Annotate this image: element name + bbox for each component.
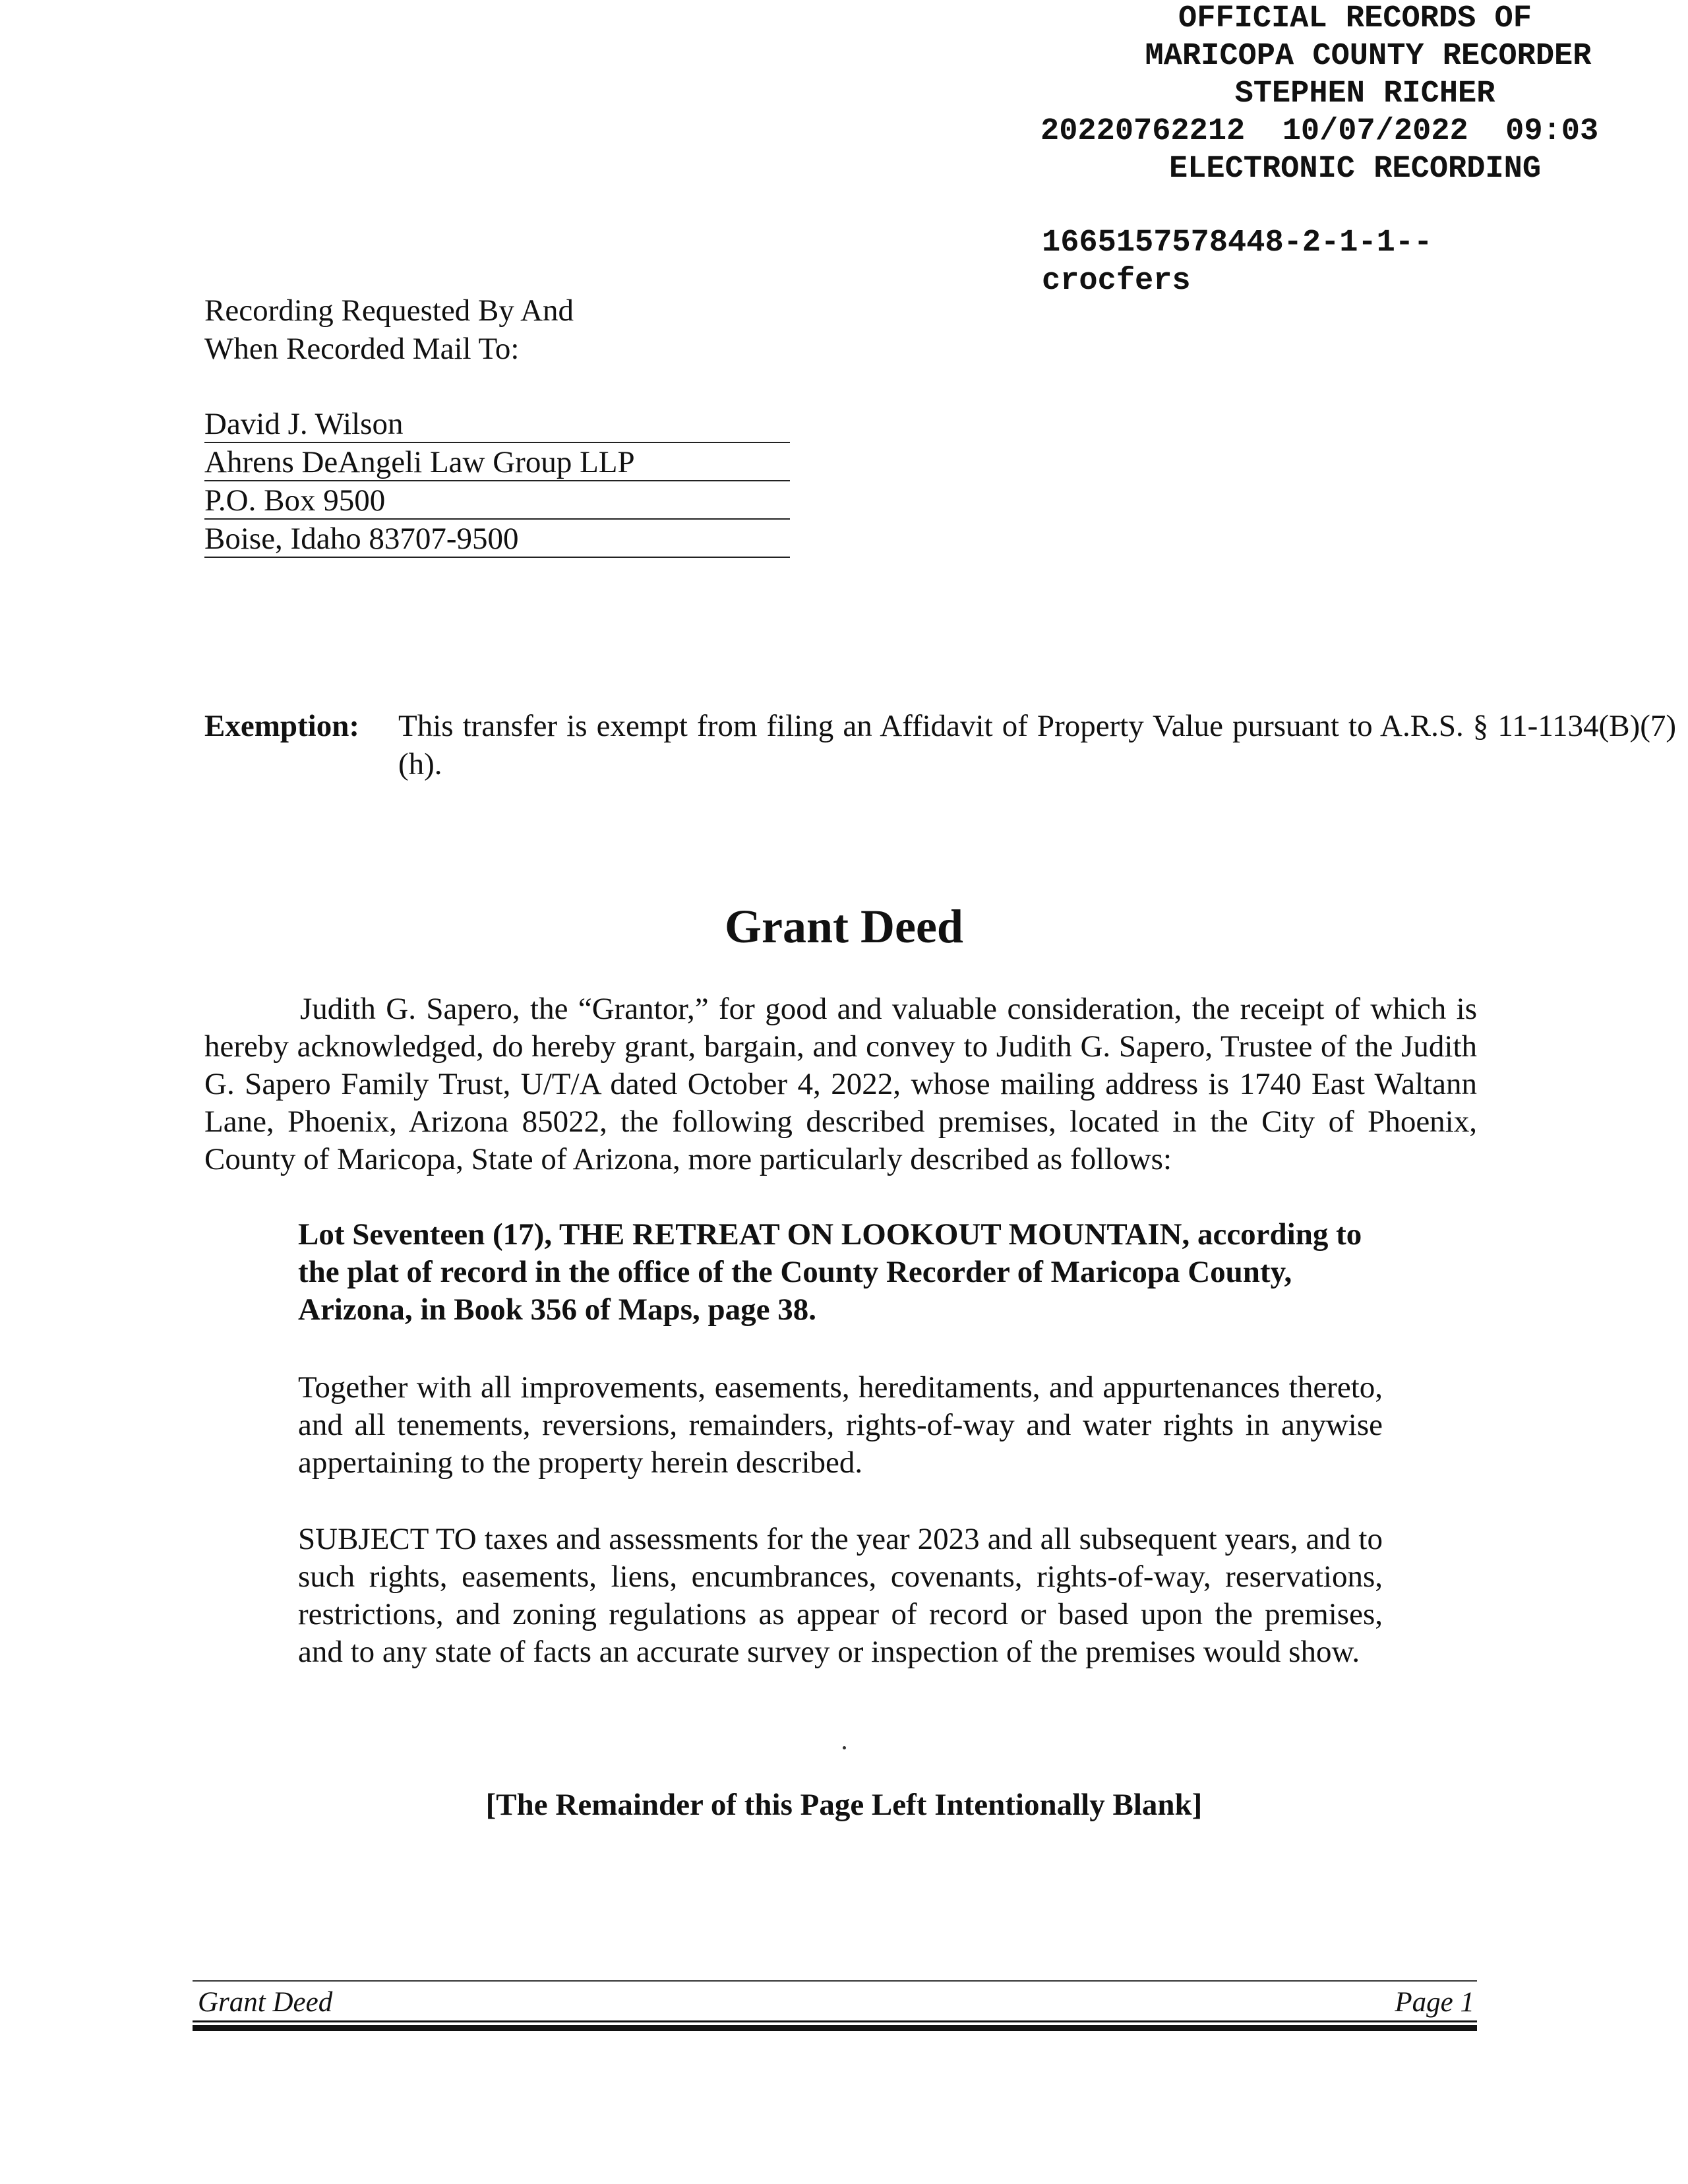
mail-to-po-box: P.O. Box 9500 bbox=[204, 481, 790, 520]
record-date: 10/07/2022 bbox=[1282, 114, 1468, 149]
footer-rule-top bbox=[193, 1980, 1477, 1982]
mail-to-name: David J. Wilson bbox=[204, 405, 790, 443]
legal-description: Lot Seventeen (17), THE RETREAT ON LOOKOUT MOUNTAIN, according to the plat of record in the office of the County Recorder of Maricopa County, Arizona, in Book 356 of Maps, page 38. bbox=[298, 1217, 1362, 1327]
mail-to-firm: Ahrens DeAngeli Law Group LLP bbox=[204, 443, 790, 481]
stamp-line-recorder-name: STEPHEN RICHER bbox=[1234, 76, 1495, 111]
footer-rule-thin bbox=[193, 2020, 1477, 2022]
mail-to-address bbox=[204, 405, 790, 558]
record-time: 09:03 bbox=[1505, 114, 1599, 149]
grant-paragraph: Judith G. Sapero, the “Grantor,” for good and valuable consideration, the receipt of which is hereby acknowledged, do hereby grant, bargain, and convey to Judith G. Sapero, Trustee of the Judith G. Sapero Family Trust, U/T/A dated October 4, 2022, whose mailing address is 1740 East Waltann Lane, Phoenix, Arizona 85022, the following described premises, located in the City of Phoenix, County of Maricopa, State of Arizona, more particularly described as follows: bbox=[204, 992, 1477, 1176]
recording-requested-line-1: Recording Requested By And bbox=[204, 293, 574, 328]
exemption-text: This transfer is exempt from filing an Affidavit of Property Value pursuant to A.R.S. § 11-1134(B)(7)(h). bbox=[398, 709, 1676, 781]
stamp-line-county-recorder: MARICOPA COUNTY RECORDER bbox=[1145, 39, 1592, 74]
mail-to-city-state-zip: Boise, Idaho 83707-9500 bbox=[204, 520, 790, 558]
stamp-document-id bbox=[1042, 224, 1432, 301]
recording-requested-line-2: When Recorded Mail To: bbox=[204, 332, 520, 366]
document-title: Grant Deed bbox=[725, 900, 963, 953]
subject-to-paragraph: SUBJECT TO taxes and assessments for the year 2023 and all subsequent years, and to such rights, easements, liens, encumbrances, covenants, rights-of-way, reservations, restrictions, and zoning regulations as appear of record or based upon the premises, and to any state of facts an accurate survey or inspection of the premises would show. bbox=[298, 1522, 1383, 1669]
record-number: 20220762212 bbox=[1040, 114, 1246, 149]
footer-page-number: Page 1 bbox=[1395, 1987, 1474, 2018]
footer-document-name: Grant Deed bbox=[198, 1987, 333, 2018]
scan-speck bbox=[843, 1746, 846, 1749]
footer-rule-thick bbox=[193, 2025, 1477, 2031]
together-paragraph: Together with all improvements, easements, hereditaments, and appurtenances thereto, and all tenements, reversions, remainders, rights-of-way and water rights in anywise appertaining to the property herein described. bbox=[298, 1370, 1383, 1480]
recording-requested-block bbox=[204, 291, 574, 368]
exemption-label: Exemption: bbox=[204, 709, 359, 743]
doc-id-line-2: crocfers bbox=[1042, 264, 1191, 299]
stamp-line-electronic-recording: ELECTRONIC RECORDING bbox=[1168, 152, 1542, 187]
remainder-blank-note: [The Remainder of this Page Left Intentionally Blank] bbox=[485, 1788, 1203, 1822]
stamp-record-line bbox=[1015, 113, 1675, 150]
recorder-stamp bbox=[1015, 0, 1675, 188]
stamp-line-official-records: OFFICIAL RECORDS OF bbox=[1178, 1, 1532, 36]
doc-id-line-1: 1665157578448-2-1-1-- bbox=[1042, 226, 1433, 260]
